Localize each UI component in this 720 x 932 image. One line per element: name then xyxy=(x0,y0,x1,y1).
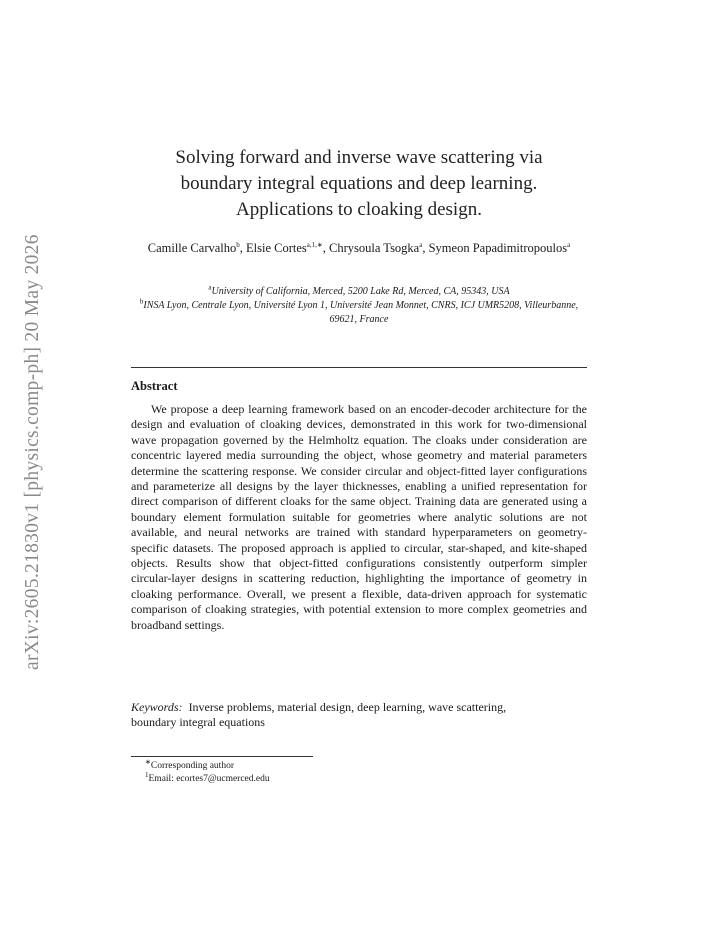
keywords-text: Inverse problems, material design, deep learning, wave scattering, boundary integral equations xyxy=(131,700,507,730)
abstract-text: We propose a deep learning framework based on an encoder-decoder architecture for the design and evaluation of cloaking devices, demonstrated in this work for two-dimensional wave propagation governed by the Helmholtz equation. The cloaks under consideration are concentric layered media surrounding the object, whose geometry and material parameters determine the scattering response. We consider circular and object-fitted layer configurations and parameterize all designs by the layer thicknesses, enabling a unified representation for direct comparison of different cloaks for the same object. Training data are generated using a boundary element formulation suitable for geometries where analytic solutions are not available, and neural networks are trained with standard hyperparameters on geometry-specific datasets. The proposed approach is applied to circular, star-shaped, and kite-shaped objects. Results show that object-fitted configurations consistently outperform simpler circular-layer designs in scattering reduction, highlighting the importance of geometry in cloaking performance. Overall, we present a flexible, data-driven approach for systematic comparison of cloaking strategies, with potential extension to more complex geometries and broadband settings. xyxy=(131,402,587,632)
title-line: Solving forward and inverse wave scattering via xyxy=(175,147,543,168)
abstract-top-rule xyxy=(131,367,587,368)
paper-title xyxy=(131,145,587,223)
affiliation-b: $^b$INSA Lyon, Centrale Lyon, Université Lyon 1, Université Jean Monnet, CNRS, ICJ UMR5208, Villeurbanne, 69621, France xyxy=(139,297,579,325)
author-list: Camille Carvalho$^b$, Elsie Cortes$^{a,1,∗}$, Chrysoula Tsogka$^a$, Symeon Papadimitropoulos$^a$ xyxy=(147,240,571,255)
affiliations xyxy=(131,285,587,327)
footnote-email: $^1$Email: ecortes7@ucmerced.edu xyxy=(145,770,270,784)
title-line: Applications to cloaking design. xyxy=(236,199,482,220)
footnote-corresponding: ∗Corresponding author xyxy=(145,757,234,771)
footnote-rule xyxy=(131,756,313,757)
abstract-heading: Abstract xyxy=(131,379,178,393)
author: Camille Carvalho$^b$ xyxy=(147,240,240,255)
author: Symeon Papadimitropoulos$^a$ xyxy=(428,240,571,255)
author: Chrysoula Tsogka$^a$ xyxy=(329,240,423,255)
title-line: boundary integral equations and deep learning. xyxy=(180,173,538,194)
keywords-label: Keywords: xyxy=(131,700,183,714)
keywords xyxy=(131,700,521,731)
footnotes xyxy=(145,757,270,785)
author: Elsie Cortes$^{a,1,∗}$ xyxy=(246,240,323,255)
arxiv-identifier: arXiv:2605.21830v1 [physics.comp-ph] 20 May 2026 xyxy=(22,234,43,670)
affiliation-a: $^a$University of California, Merced, 5200 Lake Rd, Merced, CA, 95343, USA xyxy=(208,283,510,297)
arxiv-stamp xyxy=(20,205,46,670)
